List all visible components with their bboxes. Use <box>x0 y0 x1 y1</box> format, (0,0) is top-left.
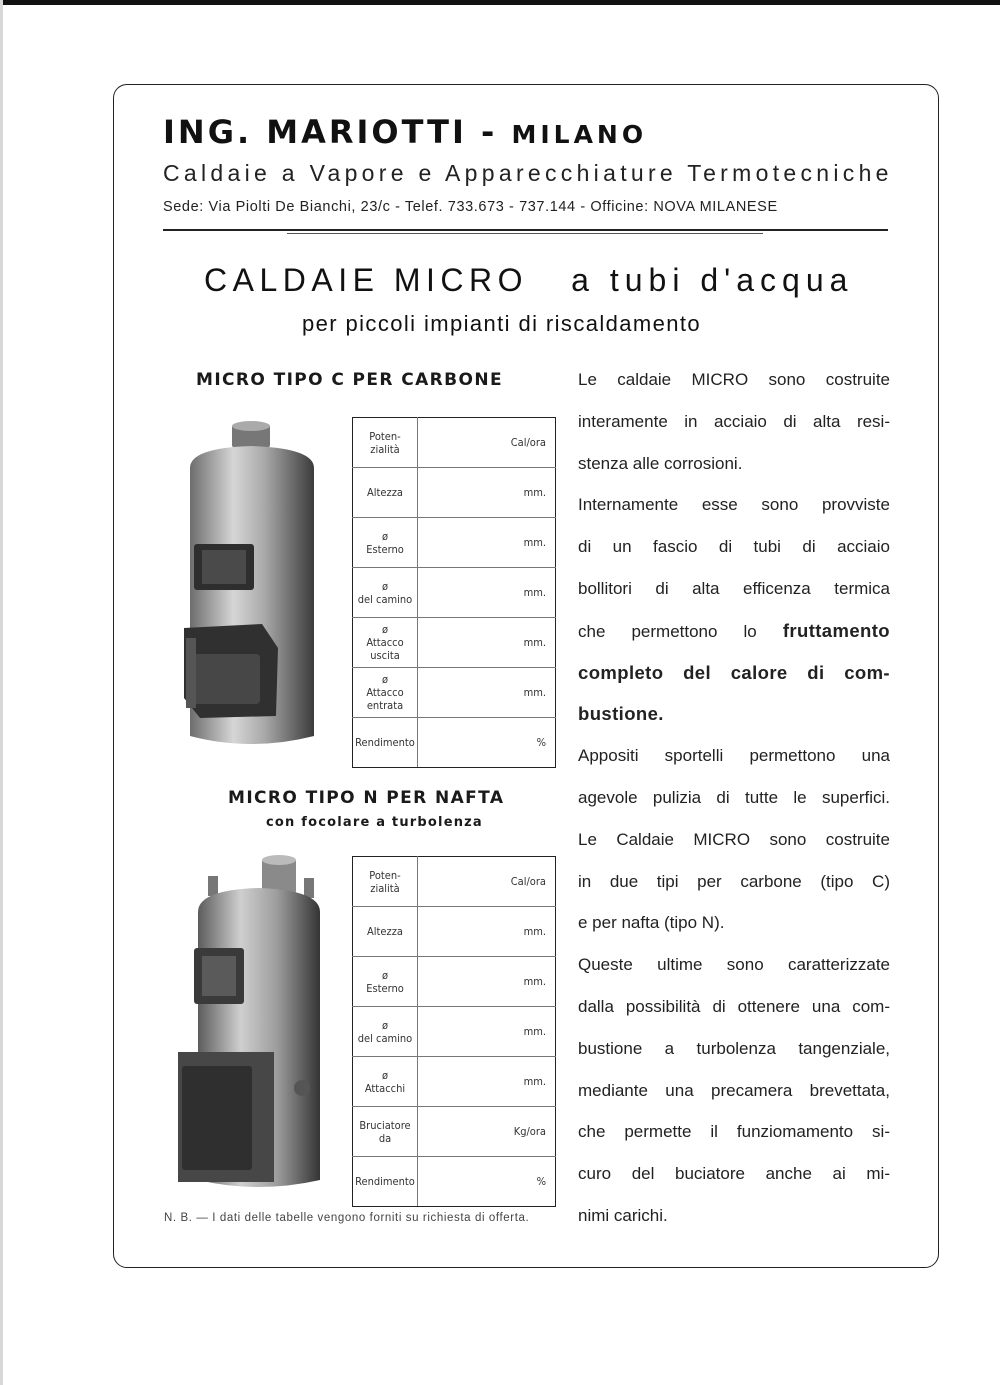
text-line: completo del calore di com- <box>578 661 890 683</box>
row-unit: mm. <box>418 1057 556 1107</box>
table-row <box>353 1157 556 1207</box>
section-n-subheading: con focolare a turbolenza <box>266 815 483 830</box>
text-line: Queste ultime sono caratterizzate <box>578 955 890 975</box>
company-subtitle: Caldaie a Vapore e Apparecchiature Termotecniche <box>163 160 893 186</box>
row-label: Altezza <box>353 468 418 518</box>
page-subtitle: per piccoli impianti di riscaldamento <box>302 311 702 336</box>
page-title <box>204 262 853 299</box>
table-row <box>353 618 556 668</box>
left-edge-shadow <box>0 0 3 1385</box>
boiler-tipo-c-image <box>172 418 322 748</box>
text-line: che permette il funziomamento si- <box>578 1122 890 1142</box>
text-line: Le caldaie MICRO sono costruite <box>578 370 890 389</box>
text-line: bollitori di alta efficenza termica <box>578 578 890 598</box>
table-row <box>353 907 556 957</box>
company-name-separator: - <box>466 113 512 151</box>
row-unit: mm. <box>418 1007 556 1057</box>
company-name <box>163 113 647 151</box>
spec-table-tipo-n <box>352 856 556 1207</box>
row-label: Rendimento <box>353 1157 418 1207</box>
table-row <box>353 1007 556 1057</box>
table-row <box>353 857 556 907</box>
text-line: in due tipi per carbone (tipo C) <box>578 871 890 891</box>
text-line: Le Caldaie MICRO sono costruite <box>578 829 890 849</box>
table-row <box>353 718 556 768</box>
row-label: ø del camino <box>353 1007 418 1057</box>
row-label: Rendimento <box>353 718 418 768</box>
table-row <box>353 418 556 468</box>
text-line: e per nafta (tipo N). <box>578 913 725 933</box>
text-line: bustione a turbolenza tangenziale, <box>578 1038 890 1058</box>
row-unit: mm. <box>418 957 556 1007</box>
row-unit: Cal/ora <box>418 857 556 907</box>
table-row <box>353 518 556 568</box>
boiler-tipo-n-image <box>168 852 326 1192</box>
text-line: interamente in acciaio di alta resi- <box>578 411 890 431</box>
row-label: ø Esterno <box>353 957 418 1007</box>
table-row <box>353 957 556 1007</box>
row-unit: % <box>418 718 556 768</box>
spec-table-tipo-c <box>352 417 556 768</box>
row-unit: mm. <box>418 518 556 568</box>
text-line: Internamente esse sono provviste <box>578 495 890 515</box>
text-line: di un fascio di tubi di acciaio <box>578 537 890 557</box>
company-city: MILANO <box>511 120 648 149</box>
row-unit: Cal/ora <box>418 418 556 468</box>
row-label: Altezza <box>353 907 418 957</box>
table-row <box>353 1057 556 1107</box>
table-row <box>353 1107 556 1157</box>
text-line: Appositi sportelli permettono una <box>578 746 890 766</box>
row-unit: mm. <box>418 618 556 668</box>
header-rule <box>163 229 888 231</box>
company-address: Sede: Via Piolti De Bianchi, 23/c - Telef. 733.673 - 737.144 - Officine: NOVA MILANESE <box>163 199 778 215</box>
header-rule-thin <box>287 233 763 234</box>
row-unit: mm. <box>418 668 556 718</box>
row-unit: Kg/ora <box>418 1107 556 1157</box>
text-line: curo del buciatore anche ai mi- <box>578 1164 890 1184</box>
row-label: ø Attacco uscita <box>353 618 418 668</box>
footnote: N. B. — I dati delle tabelle vengono forniti su richiesta di offerta. <box>164 1212 530 1224</box>
row-label: ø Attacco entrata <box>353 668 418 718</box>
page-title-product: CALDAIE MICRO <box>204 262 528 298</box>
row-unit: mm. <box>418 568 556 618</box>
text-line: nimi carichi. <box>578 1205 668 1225</box>
company-name-main: ING. MARIOTTI <box>163 113 467 151</box>
row-label: ø Esterno <box>353 518 418 568</box>
row-label: Poten- zialità <box>353 857 418 907</box>
row-unit: mm. <box>418 907 556 957</box>
text-line: che permettono lo fruttamento <box>578 619 890 641</box>
text-line: bustione. <box>578 703 664 725</box>
description-text <box>578 359 890 1237</box>
row-label: Poten- zialità <box>353 418 418 468</box>
text-line: stenza alle corrosioni. <box>578 453 743 473</box>
text-line: dalla possibilità di ottenere una com- <box>578 996 890 1016</box>
row-label: ø del camino <box>353 568 418 618</box>
table-row <box>353 568 556 618</box>
top-edge-bar <box>0 0 1000 5</box>
text-line: agevole pulizia di tutte le superfici. <box>578 787 890 807</box>
table-row <box>353 468 556 518</box>
row-unit: % <box>418 1157 556 1207</box>
row-unit: mm. <box>418 468 556 518</box>
page-title-type: a tubi d'acqua <box>571 262 854 298</box>
text-line: mediante una precamera brevettata, <box>578 1080 890 1100</box>
table-row <box>353 668 556 718</box>
row-label: Bruciatore da <box>353 1107 418 1157</box>
section-n-heading: MICRO TIPO N PER NAFTA <box>228 788 505 808</box>
row-label: ø Attacchi <box>353 1057 418 1107</box>
section-c-heading: MICRO TIPO C PER CARBONE <box>196 370 503 390</box>
